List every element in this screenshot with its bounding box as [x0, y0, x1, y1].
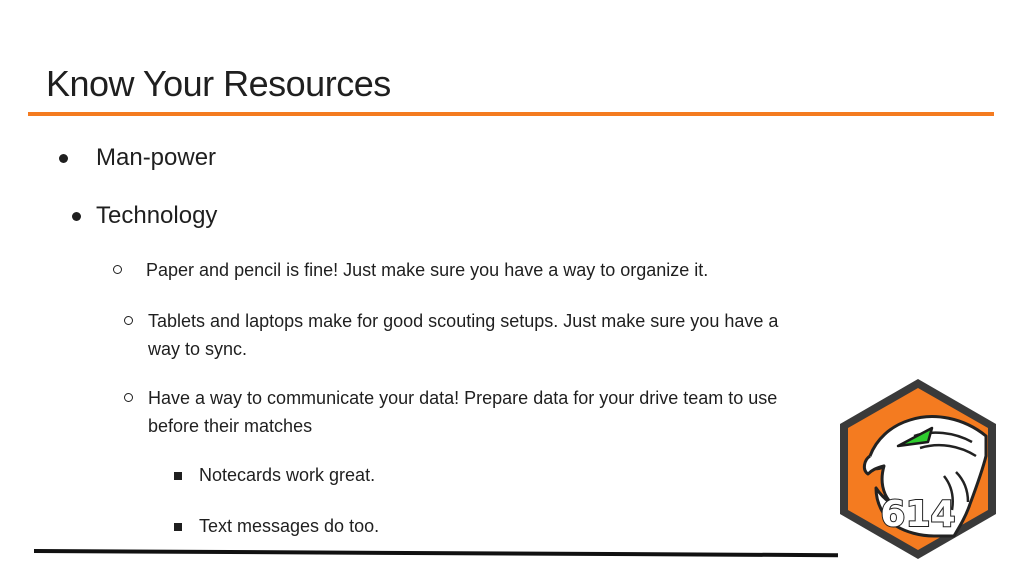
bullet-text [148, 307, 778, 363]
team-number: 614 [880, 494, 956, 535]
bullet-technology [72, 201, 217, 231]
sub-sub-bullet-texts [174, 512, 379, 540]
bullet-circle-icon [124, 316, 133, 325]
eagle-hexagon-logo-icon [836, 376, 1000, 562]
bullet-circle-icon [113, 265, 122, 274]
bullet-text: Notecards work great. [199, 465, 376, 485]
bullet-square-icon [174, 472, 182, 480]
bullet-text-line: before their matches [148, 416, 313, 436]
slide-title: Know Your Resources [46, 63, 391, 104]
bullet-manpower [59, 143, 216, 173]
bullet-text: Man-power [96, 144, 217, 171]
title-underline [28, 112, 994, 116]
bullet-text: Paper and pencil is fine! Just make sure you have a way to organize it. [146, 260, 709, 280]
bullet-text: Technology [96, 202, 218, 229]
bullet-text [148, 384, 777, 440]
bottom-divider [34, 549, 838, 557]
bullet-text-line: Tablets and laptops make for good scouting setups. Just make sure you have a [148, 311, 779, 331]
bullet-square-icon [174, 523, 182, 531]
bullet-dot-icon [59, 154, 68, 163]
sub-bullet-communicate [124, 384, 804, 440]
sub-sub-bullet-notecards [174, 461, 375, 489]
bullet-text-line: way to sync. [148, 339, 248, 359]
bullet-dot-icon [72, 212, 81, 221]
sub-bullet-paper [113, 256, 793, 284]
sub-bullet-tablets [124, 307, 804, 363]
bullet-text-line: Have a way to communicate your data! Prepare data for your drive team to use [148, 388, 778, 408]
bullet-text: Text messages do too. [199, 516, 380, 536]
bullet-circle-icon [124, 393, 133, 402]
